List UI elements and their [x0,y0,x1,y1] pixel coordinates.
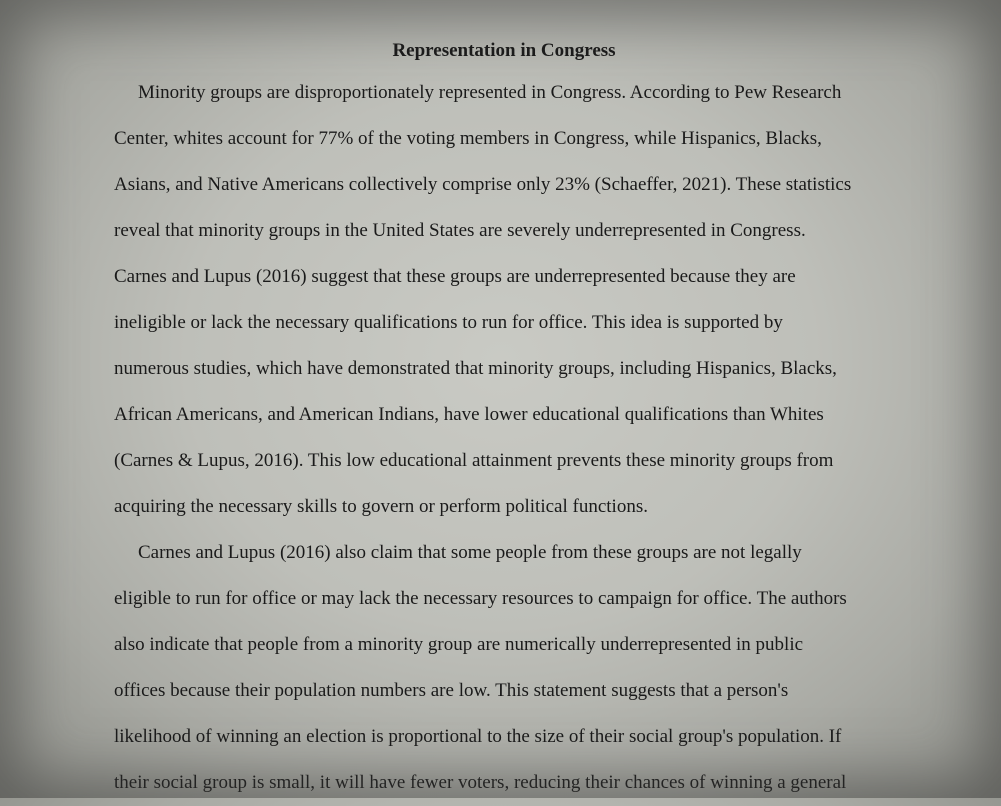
text-line: numerous studies, which have demonstrated that minority groups, including Hispanics, Blacks, [114,358,837,379]
text-line: Asians, and Native Americans collectively comprise only 23% (Schaeffer, 2021). These statistics [114,174,852,195]
text-line: their social group is small, it will have fewer voters, reducing their chances of winning a general [114,772,847,793]
text-line: also indicate that people from a minority group are numerically underrepresented in public [114,634,804,655]
text-line: Carnes and Lupus (2016) suggest that these groups are underrepresented because they are [114,266,796,287]
text-line: ineligible or lack the necessary qualifications to run for office. This idea is supported by [114,312,783,333]
text-line: reveal that minority groups in the United States are severely underrepresented in Congress. [114,220,806,241]
document-page [114,36,914,806]
text-line: Carnes and Lupus (2016) also claim that some people from these groups are not legally [138,542,802,563]
document-title: Representation in Congress [392,40,616,61]
text-line: offices because their population numbers are low. This statement suggests that a person's [114,680,789,701]
text-line: acquiring the necessary skills to govern or perform political functions. [114,496,648,517]
text-line: eligible to run for office or may lack the necessary resources to campaign for office. The authors [114,588,847,609]
text-line: (Carnes & Lupus, 2016). This low educational attainment prevents these minority groups from [114,450,834,471]
paragraph-2 [114,530,914,806]
text-line: African Americans, and American Indians, have lower educational qualifications than Whites [114,404,824,425]
text-line: Center, whites account for 77% of the voting members in Congress, while Hispanics, Blacks, [114,128,822,149]
text-line: Minority groups are disproportionately represented in Congress. According to Pew Research [138,82,842,103]
paragraph-1 [114,70,914,530]
text-line: likelihood of winning an election is proportional to the size of their social group's population. If [114,726,842,747]
